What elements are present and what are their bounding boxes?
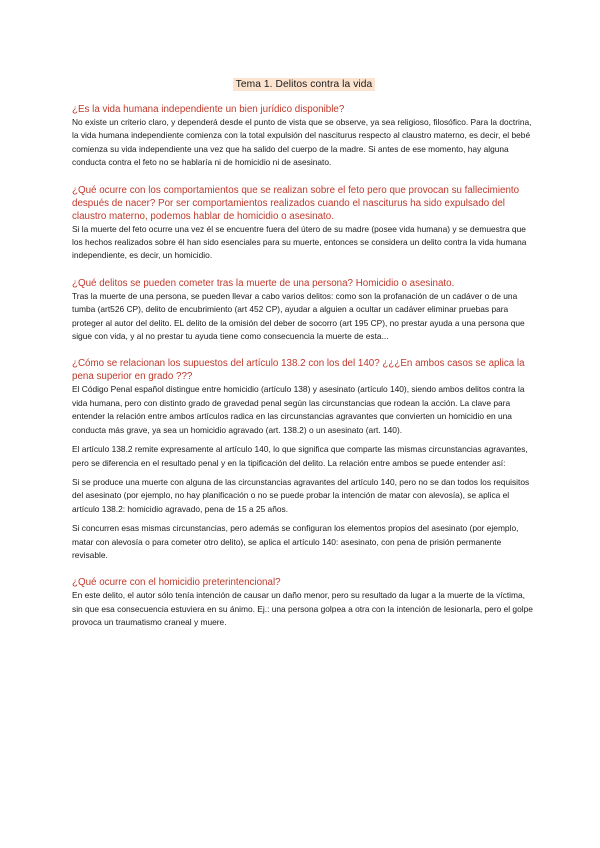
section-answer: Si concurren esas mismas circunstancias, pero además se configuran los elementos propios del asesinato (por ejemplo, matar con alevosía o para cometer otro delito), se aplica el artículo 140: asesinato, con pena de prisión permanente revisable. <box>72 523 519 560</box>
document-title: Tema 1. Delitos contra la vida <box>233 78 376 91</box>
section-answer: En este delito, el autor sólo tenía intención de causar un daño menor, pero su resultado da lugar a la muerte de la víctima, sin que esa consecuencia estuviera en su ánimo. Ej.: una persona golpea a otra con la intención de lesionarla, pero el golpe provoca un traumatismo craneal y muere. <box>72 590 533 628</box>
section-answer: Si la muerte del feto ocurre una vez él se encuentre fuera del útero de su madre (posee vida humana) y se demuestra que los hechos realizados sobre él han sido esenciales para su muerte, entonces se considera un delito contra la vida humana independiente, es decir, un homicidio. <box>72 223 527 261</box>
section-answer: Si se produce una muerte con alguna de las circunstancias agravantes del artículo 140, pero no se dan todos los requisitos del asesinato (por ejemplo, no hay planificación o no se puede probar la intención de matar con alevosía), se aplica el artículo 138.2: homicidio agravado, pena de 15 a 25 años. <box>72 476 530 514</box>
section-question: ¿Es la vida humana independiente un bien jurídico disponible? <box>72 104 345 115</box>
section-answer: No existe un criterio claro, y dependerá desde el punto de vista que se observe, ya sea religioso, filosófico. Para la doctrina, la vida humana independiente comienza con la total expulsión del nasciturus respecto al claustro materno, es decir, el bebé comienza su vida independiente una vez que ha salido del cuerpo de la madre. Si antes de ese momento, hay alguna conducta contra el feto no se hablaría ni de homicidio ni de asesinato. <box>72 117 532 168</box>
section-138-140 <box>72 357 536 562</box>
section-answer: Tras la muerte de una persona, se pueden llevar a cabo varios delitos: como son la profanación de un cadáver o de una tumba (art526 CP), delito de encubrimiento (art 452 CP), ayudar a alguien a ocultar un cadáver eliminar pruebas para proteger al autor del delito. EL delito de la omisión del deber de socorro (art 195 CP), no prestar ayuda a una persona que sigue con vida, y al no prestar tu ayuda tiene como consecuencia la muerte de esta... <box>72 290 525 342</box>
section-vida-disponible <box>72 103 536 170</box>
section-question: ¿Cómo se relacionan los supuestos del artículo 138.2 con los del 140? ¿¿¿En ambos casos se aplica la pena superior en grado ??? <box>72 358 525 383</box>
section-answer: El Código Penal español distingue entre homicidio (artículo 138) y asesinato (artículo 140), siendo ambos delitos contra la vida humana, pero con distinto grado de gravedad penal según las circunstancias que rodean la acción. La clave para entender la relación entre ambos artículos radica en las circunstancias agravantes que convierten un homicidio en una conducta más grave, ya sea un homicidio agravado (art. 138.2) o un asesinato (art. 140). <box>72 384 525 435</box>
section-answer: El artículo 138.2 remite expresamente al artículo 140, lo que significa que comparte las mismas circunstancias agravantes, pero se diferencia en el resultado penal y en la tipificación del delito. La relación entre ambos se puede entender así: <box>72 444 528 468</box>
section-feto <box>72 184 536 263</box>
section-delitos-tras-muerte <box>72 277 536 344</box>
section-preterintencional <box>72 576 536 629</box>
section-question: ¿Qué ocurre con los comportamientos que se realizan sobre el feto pero que provocan su fallecimiento después de nacer? Por ser comportamientos realizados cuando el nasciturus ha sido expulsado del claustro materno, podemos hablar de homicidio o asesinato. <box>72 184 520 222</box>
title-wrap <box>72 0 536 88</box>
section-question: ¿Qué delitos se pueden cometer tras la muerte de una persona? Homicidio o asesinato. <box>72 277 455 289</box>
section-question: ¿Qué ocurre con el homicidio preterintencional? <box>72 577 281 589</box>
